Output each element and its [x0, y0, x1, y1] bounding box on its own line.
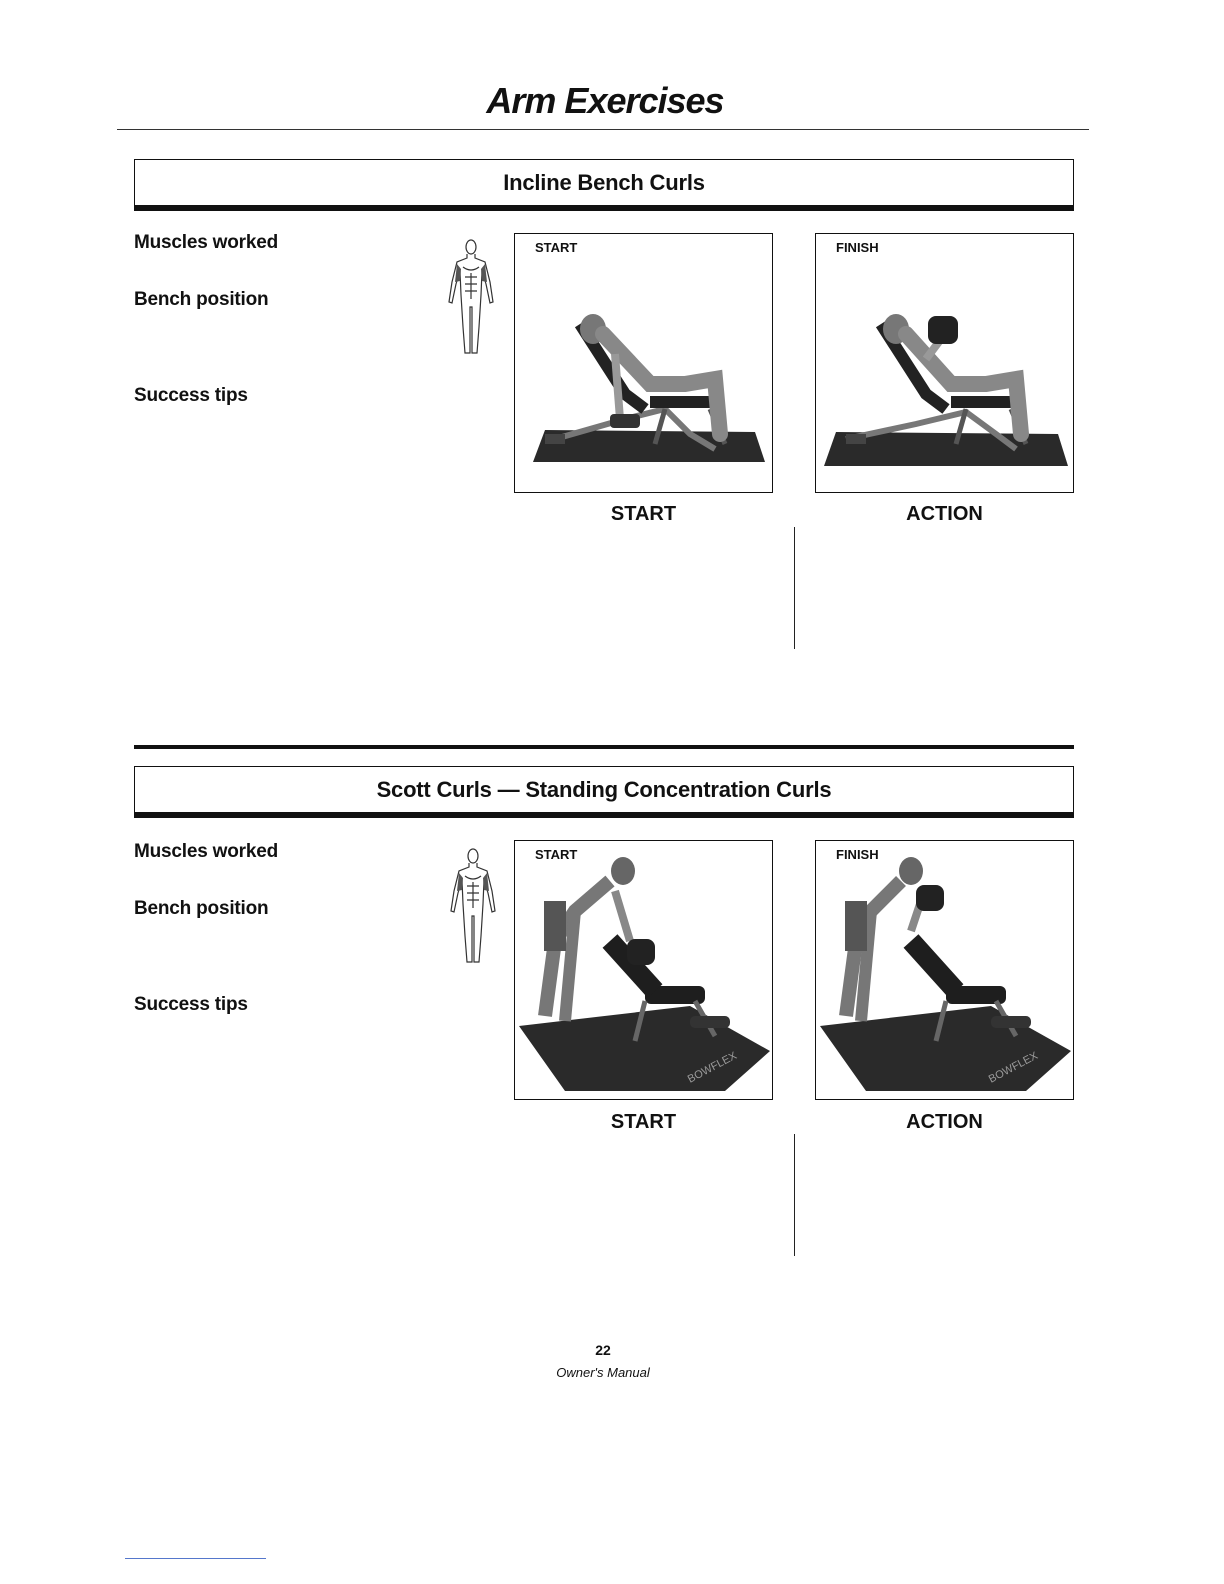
success-tips-label: Success tips [134, 994, 248, 1015]
title-rule [117, 129, 1089, 130]
bench-position-label: Bench position [134, 289, 269, 310]
photo-finish-tag: FINISH [836, 847, 879, 862]
scott-curl-start-illustration [515, 841, 773, 1100]
link-underline [125, 1558, 266, 1559]
photo-start-tag: START [535, 240, 578, 255]
start-photo [514, 840, 773, 1100]
mat-brand-text: BOWFLEX [986, 1049, 1040, 1086]
finish-photo [815, 233, 1074, 493]
caption-action: ACTION [906, 503, 983, 525]
incline-curl-finish-illustration [816, 234, 1074, 493]
page-number: 22 [595, 1342, 611, 1358]
finish-photo [815, 840, 1074, 1100]
mat-brand-text: BOWFLEX [685, 1049, 739, 1086]
page-title: Arm Exercises [486, 80, 724, 121]
caption-start: START [610, 503, 677, 525]
photo-start-tag: START [535, 847, 578, 862]
column-divider [794, 527, 795, 649]
muscle-diagram-icon [443, 237, 499, 357]
incline-curl-start-illustration [515, 234, 773, 493]
muscle-diagram-icon [445, 846, 501, 966]
exercise-title: Scott Curls — Standing Concentration Curls [134, 766, 1074, 818]
section-divider [134, 745, 1074, 749]
scott-curl-finish-illustration [816, 841, 1074, 1100]
bench-position-label: Bench position [134, 898, 269, 919]
caption-action: ACTION [906, 1111, 983, 1133]
caption-start: START [610, 1111, 677, 1133]
footer-text: Owner's Manual [556, 1365, 650, 1380]
photo-finish-tag: FINISH [836, 240, 879, 255]
exercise-title: Incline Bench Curls [134, 159, 1074, 211]
success-tips-label: Success tips [134, 385, 248, 406]
start-photo [514, 233, 773, 493]
column-divider [794, 1134, 795, 1256]
muscles-worked-label: Muscles worked [134, 232, 278, 253]
muscles-worked-label: Muscles worked [134, 841, 278, 862]
